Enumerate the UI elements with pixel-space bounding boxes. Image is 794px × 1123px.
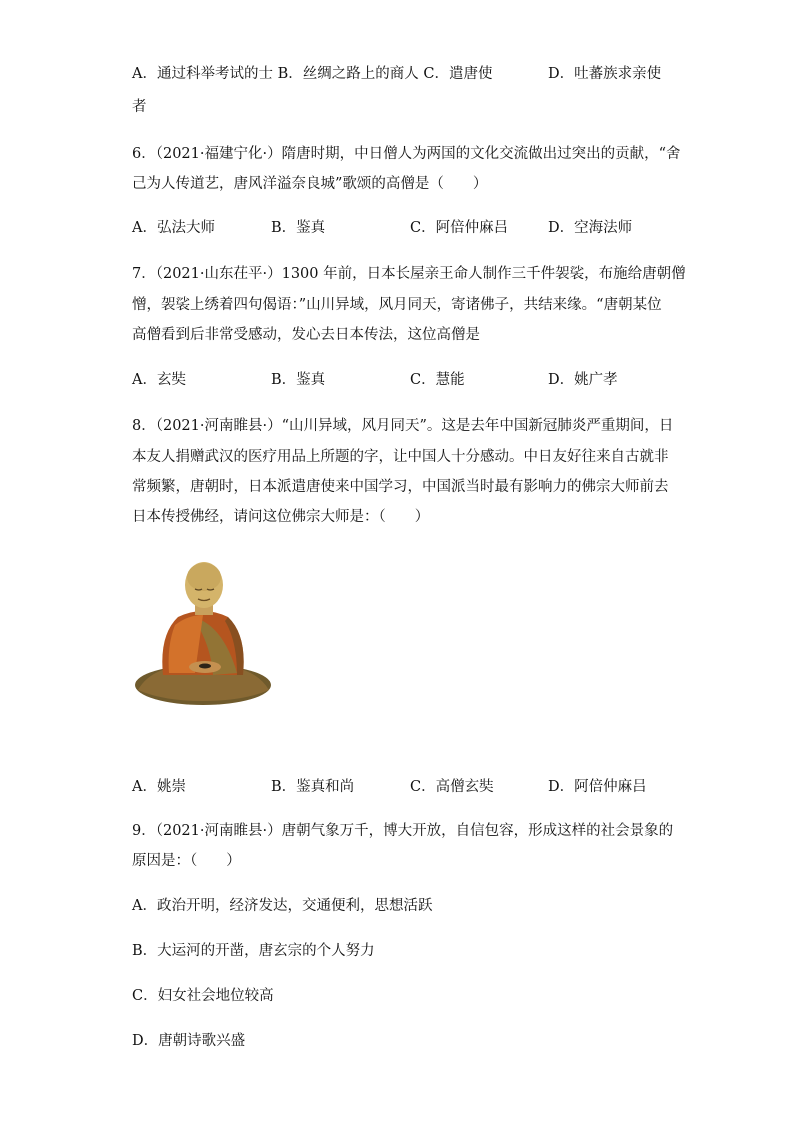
q6-option-a: A．弘法大师	[132, 220, 215, 236]
q7-stem-line3: 高僧看到后非常受感动，发心去日本传法，这位高僧是	[132, 327, 480, 343]
q8-option-d: D．阿倍仲麻吕	[548, 779, 647, 795]
q9-option-b: B．大运河的开凿，唐玄宗的个人努力	[132, 943, 375, 959]
q5-option-d: D．吐蕃族求亲使	[548, 66, 662, 82]
q9-option-d: D．唐朝诗歌兴盛	[132, 1033, 246, 1049]
q7-option-c: C．慧能	[410, 372, 465, 388]
q8-stem-line3: 常频繁，唐朝时，日本派遣唐使来中国学习，中国派当时最有影响力的佛宗大师前去	[132, 479, 669, 495]
q8-option-b: B．鉴真和尚	[271, 779, 355, 795]
q6-option-b: B．鉴真	[271, 220, 326, 236]
q6-stem-line2: 己为人传道艺，唐风洋溢奈良城”歌颂的高僧是（ ）	[132, 176, 488, 192]
q9-stem-line1: 9．（2021·河南睢县·）唐朝气象万千，博大开放，自信包容，形成这样的社会景象的	[132, 823, 674, 839]
q6-option-d: D．空海法师	[548, 220, 633, 236]
monk-statue-image	[133, 555, 273, 705]
q8-stem-line4: 日本传授佛经，请问这位佛宗大师是：（ ）	[132, 509, 430, 525]
q7-stem-line2: 憎，袈裟上绣着四句偈语：”山川异域，风月同天，寄诸佛子，共结来缘。“唐朝某位	[132, 297, 662, 313]
q8-option-c: C．高僧玄奘	[410, 779, 494, 795]
q5-option-d-cont: 者	[132, 99, 147, 115]
q9-stem-line2: 原因是：（ ）	[132, 853, 241, 869]
q7-stem-line1: 7．（2021·山东茌平·）1300 年前，日本长屋亲王命人制作三千件袈裟，布施给唐朝僧	[132, 266, 686, 282]
q7-option-b: B．鉴真	[271, 372, 326, 388]
q7-option-d: D．姚广孝	[548, 372, 618, 388]
q8-option-a: A．姚崇	[132, 779, 186, 795]
q9-option-a: A．政治开明，经济发达，交通便利，思想活跃	[132, 898, 433, 914]
q6-option-c: C．阿倍仲麻吕	[410, 220, 509, 236]
q8-stem-line1: 8．（2021·河南睢县·）“山川异域，风月同天”。这是去年中国新冠肺炎严重期间，日	[132, 418, 674, 434]
q6-stem-line1: 6．（2021·福建宁化·）隋唐时期，中日僧人为两国的文化交流做出过突出的贡献，“舍	[132, 146, 681, 162]
q9-option-c: C．妇女社会地位较高	[132, 988, 274, 1004]
q8-stem-line2: 本友人捐赠武汉的医疗用品上所题的字，让中国人十分感动。中日友好往来自古就非	[132, 449, 669, 465]
q5-options-line: A．通过科举考试的士 B．丝绸之路上的商人 C．遣唐使	[132, 66, 493, 82]
q7-option-a: A．玄奘	[132, 372, 186, 388]
